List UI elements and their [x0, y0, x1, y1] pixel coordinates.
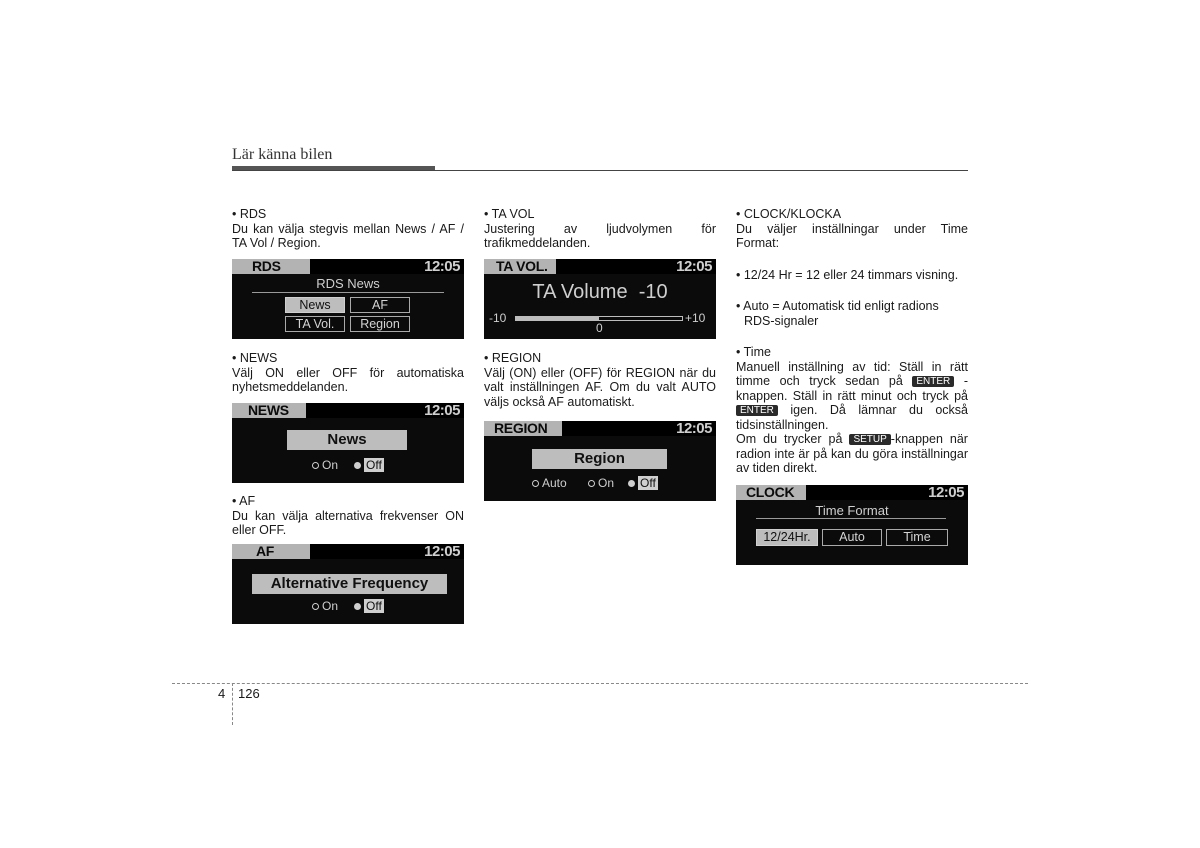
time-format-time-button[interactable]: Time — [886, 529, 948, 546]
region-screen — [484, 421, 716, 501]
ta-vol-option-button[interactable]: TA Vol. — [285, 316, 345, 332]
hr-text: • 12/24 Hr = 12 eller 24 timmars visning. — [736, 267, 959, 282]
time-format-auto-button[interactable]: Auto — [822, 529, 882, 546]
screen-tag: NEWS — [232, 403, 306, 418]
af-screen — [232, 544, 464, 624]
auto-text-line1: • Auto = Automatisk tid enligt radions — [736, 299, 939, 313]
radio-icon — [588, 480, 595, 487]
page-header-title: Lär känna bilen — [232, 146, 333, 163]
enter-key-icon: ENTER — [736, 405, 778, 416]
rds-text: Du kan välja stegvis mellan News / AF / TA Vol / Region. — [232, 221, 464, 250]
region-button[interactable]: Region — [532, 449, 667, 469]
footer-divider — [232, 683, 233, 725]
time-text: Manuell inställning av tid: Ställ in rätt timme och tryck sedan på ENTER -knappen. Ställ in rätt minut och tryck på ENTER igen. Då lämnar du också tidsinställningen. — [736, 359, 968, 432]
screen-time: 12:05 — [676, 258, 712, 275]
column-2 — [484, 207, 716, 251]
news-off-option[interactable]: Off — [354, 459, 384, 472]
af-on-option[interactable]: On — [312, 600, 338, 613]
screen-tag: TA VOL. — [484, 259, 556, 274]
af-heading: • AF — [232, 494, 256, 508]
enter-key-icon: ENTER — [912, 376, 954, 387]
clock-screen — [736, 485, 968, 565]
radio-selected-icon — [354, 603, 361, 610]
screen-tag: REGION — [484, 421, 562, 436]
page-number: 126 — [238, 686, 260, 701]
rds-screen — [232, 259, 464, 339]
clock-text: Du väljer inställningar under Time Format: — [736, 221, 968, 250]
volume-max-label: +10 — [685, 311, 706, 325]
news-section — [232, 351, 464, 395]
af-off-option[interactable]: Off — [354, 600, 384, 613]
chapter-number: 4 — [218, 686, 226, 701]
af-text: Du kan välja alternativa frekvenser ON eller OFF. — [232, 508, 464, 537]
header-rule — [232, 170, 968, 171]
volume-zero-label: 0 — [596, 321, 603, 335]
af-option-button[interactable]: AF — [350, 297, 410, 313]
region-text: Välj (ON) eller (OFF) för REGION när du valt inställningen AF. Om du valt AUTO väljs också AF automatiskt. — [484, 365, 716, 409]
column-3 — [736, 207, 968, 476]
region-section — [484, 351, 716, 409]
news-screen — [232, 403, 464, 483]
ta-vol-heading: • TA VOL — [484, 207, 535, 221]
screen-tag: RDS — [232, 259, 310, 274]
region-option-button[interactable]: Region — [350, 316, 410, 332]
screen-time: 12:05 — [928, 484, 964, 501]
news-heading: • NEWS — [232, 351, 278, 365]
news-button[interactable]: News — [287, 430, 407, 450]
region-heading: • REGION — [484, 351, 542, 365]
time-heading: • Time — [736, 345, 771, 359]
volume-slider-fill — [516, 317, 599, 320]
time-format-12-24-button[interactable]: 12/24Hr. — [756, 529, 818, 546]
news-text: Välj ON eller OFF för automatiska nyhetsmeddelanden. — [232, 365, 464, 394]
screen-time: 12:05 — [676, 420, 712, 437]
news-option-button[interactable]: News — [285, 297, 345, 313]
region-off-option[interactable]: Off — [628, 477, 658, 490]
screen-caption: Time Format — [815, 503, 889, 518]
auto-text-line2: RDS-signaler — [744, 313, 819, 328]
screen-time: 12:05 — [424, 543, 460, 560]
radio-icon — [532, 480, 539, 487]
af-section — [232, 494, 464, 538]
radio-icon — [312, 603, 319, 610]
screen-time: 12:05 — [424, 258, 460, 275]
rds-heading: • RDS — [232, 207, 267, 221]
news-on-option[interactable]: On — [312, 459, 338, 472]
screen-caption: RDS News — [316, 276, 380, 291]
region-auto-option[interactable]: Auto — [532, 477, 567, 490]
screen-tag: AF — [232, 544, 310, 559]
radio-selected-icon — [354, 462, 361, 469]
ta-volume-readout: TA Volume -10 — [532, 281, 668, 303]
radio-selected-icon — [628, 480, 635, 487]
footer-rule — [172, 683, 1028, 684]
setup-text: Om du trycker på SETUP -knappen när radion inte är på kan du göra inställningar av tiden direkt. — [736, 432, 968, 475]
region-on-option[interactable]: On — [588, 477, 614, 490]
radio-icon — [312, 462, 319, 469]
ta-vol-text: Justering av ljudvolymen för trafikmeddelanden. — [484, 221, 716, 250]
column-1 — [232, 207, 464, 251]
screen-time: 12:05 — [424, 402, 460, 419]
clock-heading: • CLOCK/KLOCKA — [736, 207, 842, 221]
alternative-frequency-button[interactable]: Alternative Frequency — [252, 574, 447, 594]
setup-key-icon: SETUP — [849, 434, 890, 445]
volume-min-label: -10 — [489, 311, 507, 325]
screen-tag: CLOCK — [736, 485, 806, 500]
ta-vol-screen — [484, 259, 716, 339]
